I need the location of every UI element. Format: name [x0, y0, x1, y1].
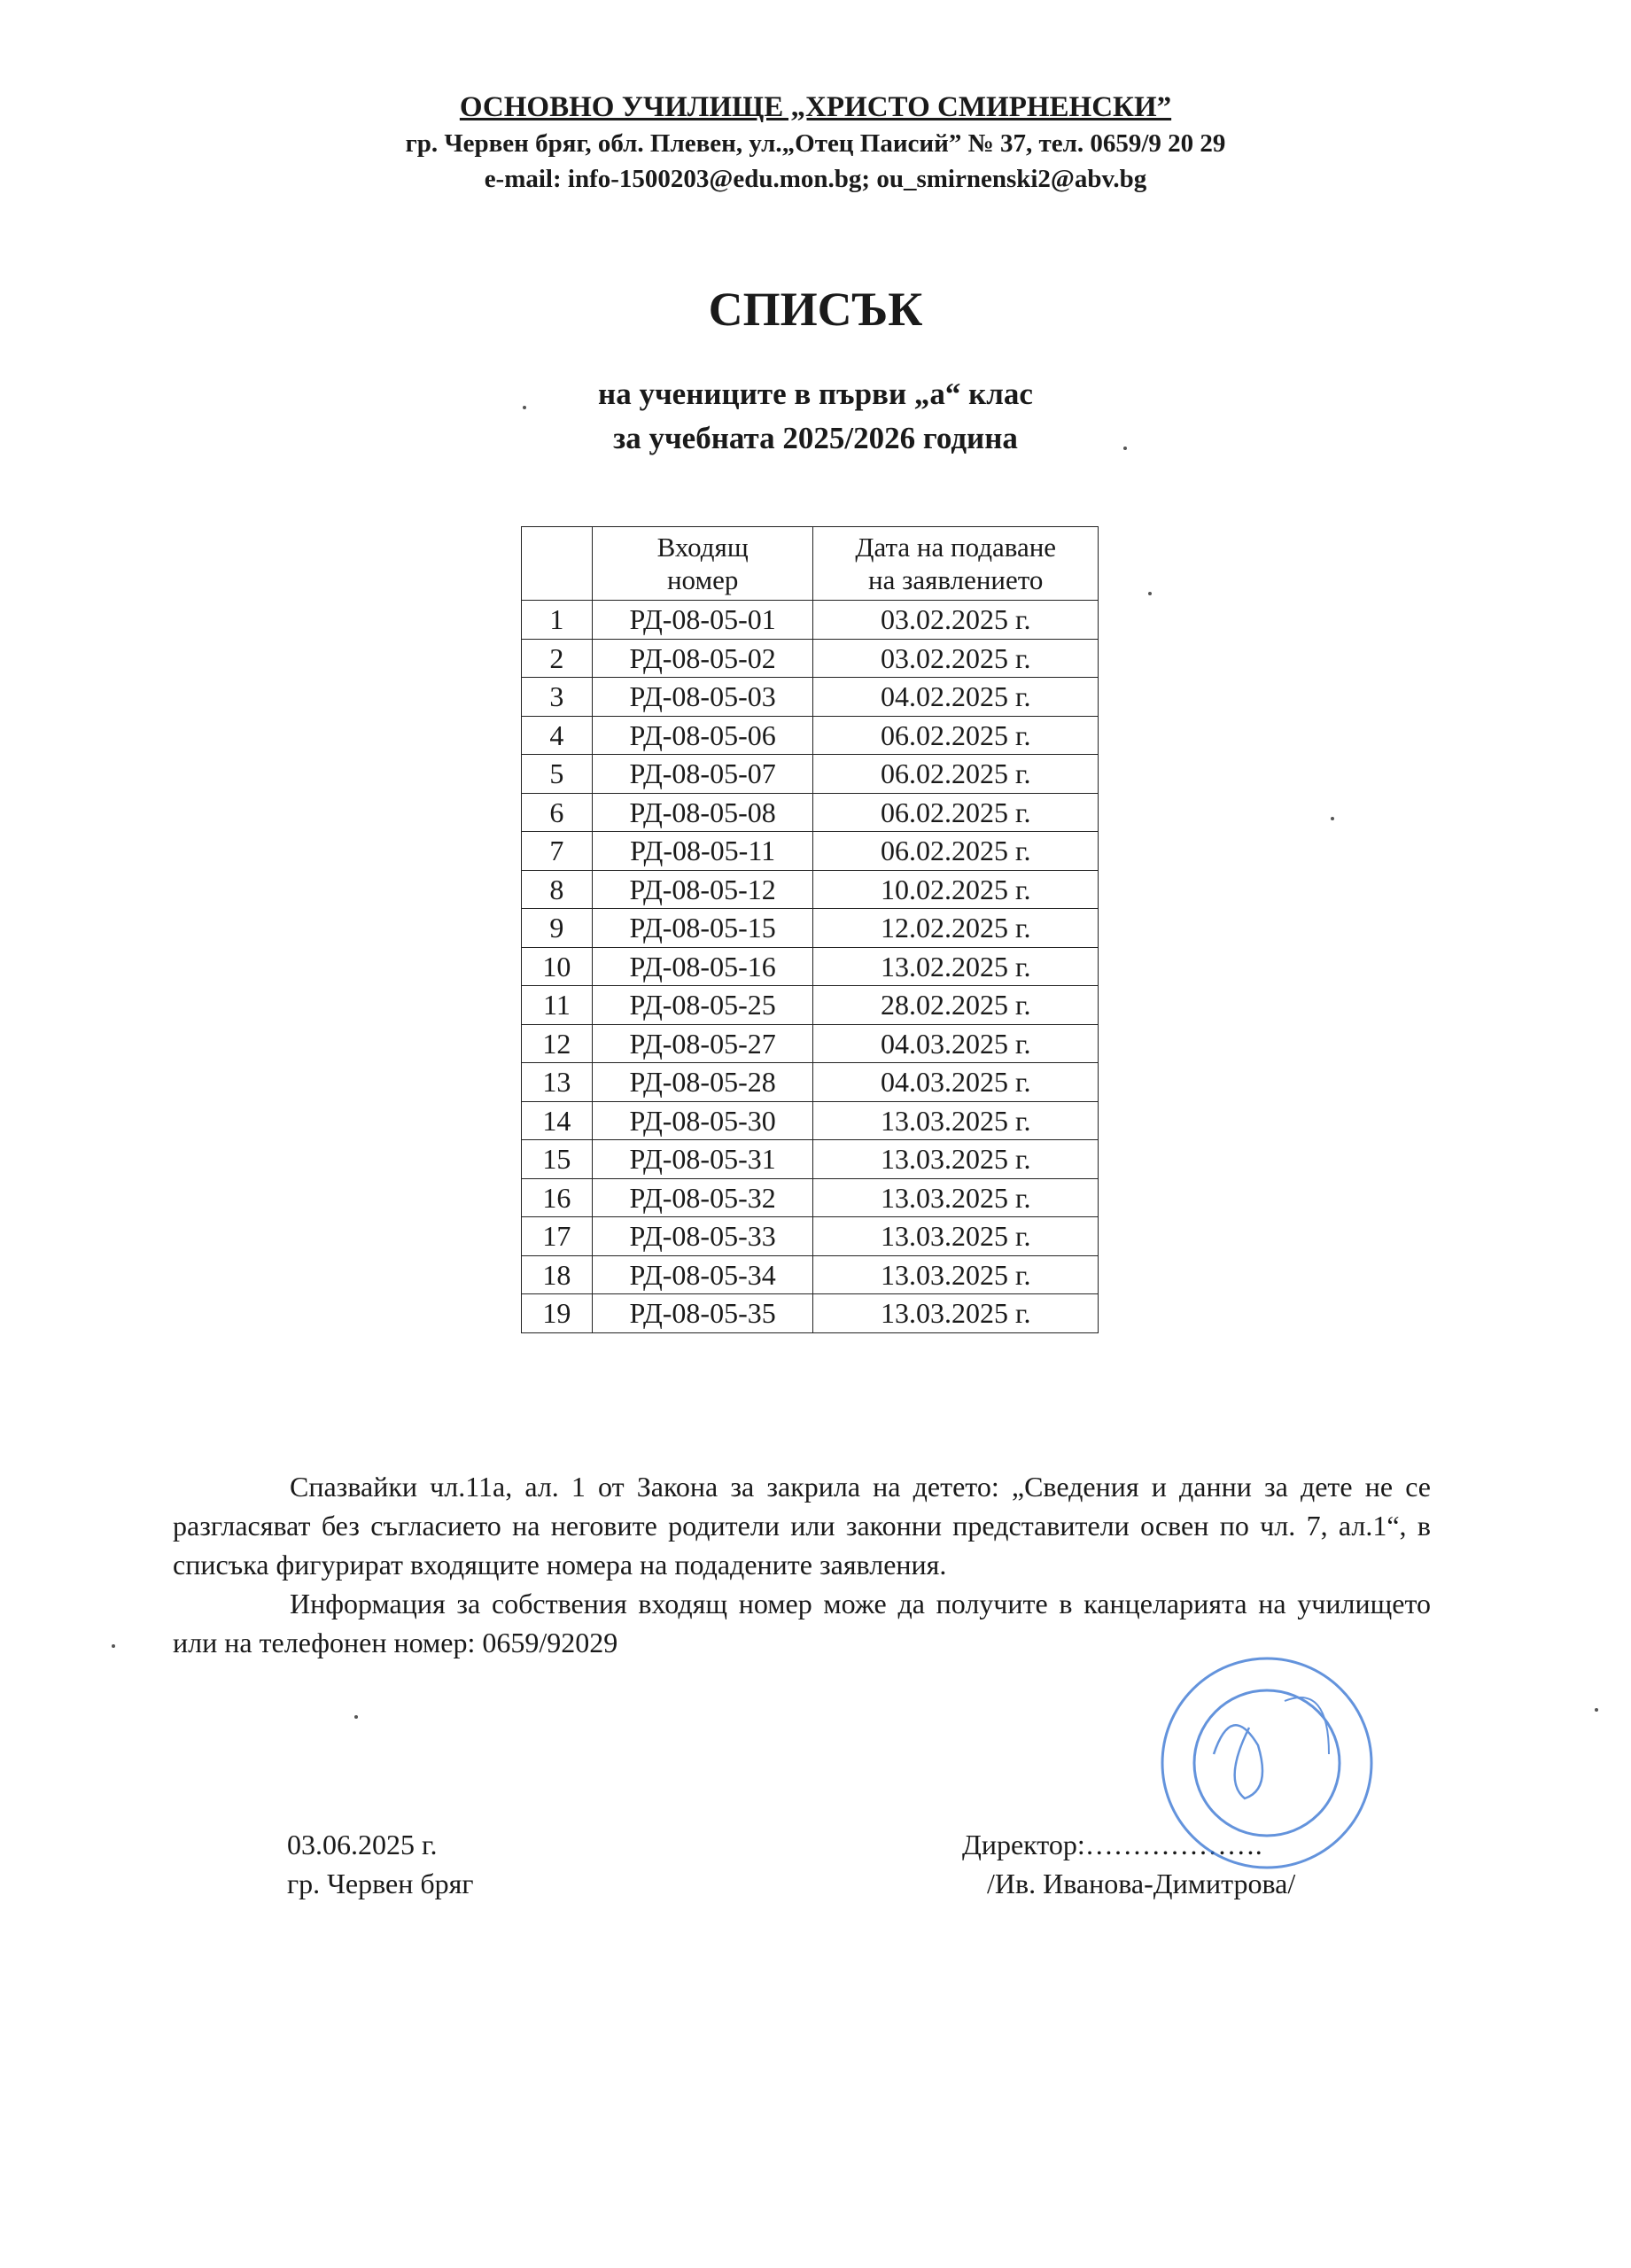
registration-number: РД-08-05-11: [592, 832, 813, 871]
submission-date: 13.02.2025 г.: [813, 947, 1099, 986]
table-row: [522, 1294, 1099, 1333]
submission-date: 03.02.2025 г.: [813, 601, 1099, 640]
school-name: ОСНОВНО УЧИЛИЩЕ „ХРИСТО СМИРНЕНСКИ”: [459, 91, 1172, 123]
submission-date: 13.03.2025 г.: [813, 1140, 1099, 1179]
table-header-row: [522, 527, 1099, 601]
table-row: [522, 1101, 1099, 1140]
footer-date: 03.06.2025 г.: [287, 1829, 438, 1860]
row-number: 19: [522, 1294, 593, 1333]
header-submission-date: [813, 527, 1099, 601]
row-number: 4: [522, 716, 593, 755]
registration-number: РД-08-05-03: [592, 678, 813, 717]
row-number: 1: [522, 601, 593, 640]
letterhead: [0, 89, 1631, 197]
subtitle-line-2: за учебната 2025/2026 година: [613, 421, 1018, 455]
table-row: [522, 1140, 1099, 1179]
row-number: 5: [522, 755, 593, 794]
registration-number: РД-08-05-32: [592, 1178, 813, 1217]
submission-date: 13.03.2025 г.: [813, 1178, 1099, 1217]
school-email: e-mail: info-1500203@edu.mon.bg; ou_smirnenski2@abv.bg: [484, 165, 1147, 193]
header-date-line-1: Дата на подаване: [855, 532, 1057, 563]
table-row: [522, 909, 1099, 948]
submission-date: 12.02.2025 г.: [813, 909, 1099, 948]
row-number: 2: [522, 639, 593, 678]
registration-number: РД-08-05-25: [592, 986, 813, 1025]
registration-number: РД-08-05-01: [592, 601, 813, 640]
school-stamp: [1152, 1648, 1382, 1878]
row-number: 10: [522, 947, 593, 986]
registration-number: РД-08-05-02: [592, 639, 813, 678]
row-number: 9: [522, 909, 593, 948]
submission-date: 13.03.2025 г.: [813, 1101, 1099, 1140]
header-reg-line-1: Входящ: [656, 532, 749, 563]
table-row: [522, 678, 1099, 717]
table-row: [522, 947, 1099, 986]
header-reg-line-2: номер: [666, 564, 739, 595]
registration-number: РД-08-05-07: [592, 755, 813, 794]
scan-speck: [1331, 817, 1334, 820]
row-number: 3: [522, 678, 593, 717]
registration-number: РД-08-05-35: [592, 1294, 813, 1333]
registration-number: РД-08-05-12: [592, 870, 813, 909]
director-label: Директор:……………….: [962, 1829, 1262, 1860]
registration-number: РД-08-05-31: [592, 1140, 813, 1179]
row-number: 13: [522, 1063, 593, 1102]
registration-number: РД-08-05-34: [592, 1255, 813, 1294]
submission-date: 04.03.2025 г.: [813, 1024, 1099, 1063]
submission-date: 28.02.2025 г.: [813, 986, 1099, 1025]
row-number: 14: [522, 1101, 593, 1140]
submission-date: 04.02.2025 г.: [813, 678, 1099, 717]
registration-number: РД-08-05-15: [592, 909, 813, 948]
table-row: [522, 716, 1099, 755]
header-number: [522, 527, 593, 601]
registration-number: РД-08-05-08: [592, 793, 813, 832]
table-row: [522, 870, 1099, 909]
row-number: 16: [522, 1178, 593, 1217]
legal-notice: [173, 1467, 1431, 1662]
submission-date: 06.02.2025 г.: [813, 755, 1099, 794]
registration-number: РД-08-05-33: [592, 1217, 813, 1256]
table-row: [522, 639, 1099, 678]
header-registration-number: [592, 527, 813, 601]
submission-date: 04.03.2025 г.: [813, 1063, 1099, 1102]
scan-speck: [1595, 1708, 1598, 1712]
table-row: [522, 793, 1099, 832]
students-table: [521, 526, 1099, 1333]
row-number: 6: [522, 793, 593, 832]
footer-date-place: [287, 1825, 474, 1903]
registration-number: РД-08-05-28: [592, 1063, 813, 1102]
submission-date: 13.03.2025 г.: [813, 1217, 1099, 1256]
submission-date: 10.02.2025 г.: [813, 870, 1099, 909]
table-row: [522, 755, 1099, 794]
header-date-line-2: на заявлението: [868, 564, 1044, 595]
row-number: 12: [522, 1024, 593, 1063]
row-number: 15: [522, 1140, 593, 1179]
table-body: [522, 601, 1099, 1333]
subtitle-line-1: на учениците в първи „а“ клас: [598, 377, 1033, 411]
scan-speck: [112, 1644, 115, 1648]
table-row: [522, 986, 1099, 1025]
row-number: 18: [522, 1255, 593, 1294]
row-number: 7: [522, 832, 593, 871]
row-number: 11: [522, 986, 593, 1025]
scan-speck: [1123, 447, 1127, 450]
table-row: [522, 832, 1099, 871]
notice-paragraph-1: Спазвайки чл.11а, ал. 1 от Закона за закрила на детето: „Сведения и данни за дете не се разгласяват без съгласието на неговите родители или законни представители освен по чл. 7, ал.1“, в списъка фигурират входящите номера на подадените заявления.: [173, 1471, 1431, 1581]
registration-number: РД-08-05-30: [592, 1101, 813, 1140]
submission-date: 06.02.2025 г.: [813, 716, 1099, 755]
scan-speck: [523, 406, 526, 409]
row-number: 8: [522, 870, 593, 909]
table-row: [522, 1255, 1099, 1294]
submission-date: 06.02.2025 г.: [813, 793, 1099, 832]
submission-date: 13.03.2025 г.: [813, 1294, 1099, 1333]
row-number: 17: [522, 1217, 593, 1256]
notice-paragraph-2: Информация за собствения входящ номер може да получите в канцеларията на училището или на телефонен номер: 0659/92029: [173, 1588, 1431, 1658]
submission-date: 13.03.2025 г.: [813, 1255, 1099, 1294]
table-row: [522, 1024, 1099, 1063]
scan-speck: [1148, 592, 1152, 595]
table-row: [522, 1217, 1099, 1256]
registration-number: РД-08-05-27: [592, 1024, 813, 1063]
director-name: /Ив. Иванова-Димитрова/: [987, 1868, 1296, 1899]
submission-date: 03.02.2025 г.: [813, 639, 1099, 678]
school-address: гр. Червен бряг, обл. Плевен, ул.„Отец Паисий” № 37, тел. 0659/9 20 29: [405, 129, 1226, 158]
submission-date: 06.02.2025 г.: [813, 832, 1099, 871]
table-row: [522, 1178, 1099, 1217]
document-title: СПИСЪК: [708, 283, 923, 336]
document-subtitle: [0, 372, 1631, 461]
table-row: [522, 1063, 1099, 1102]
table-row: [522, 601, 1099, 640]
scan-speck: [354, 1715, 358, 1719]
registration-number: РД-08-05-16: [592, 947, 813, 986]
footer-place: гр. Червен бряг: [287, 1868, 474, 1899]
registration-number: РД-08-05-06: [592, 716, 813, 755]
